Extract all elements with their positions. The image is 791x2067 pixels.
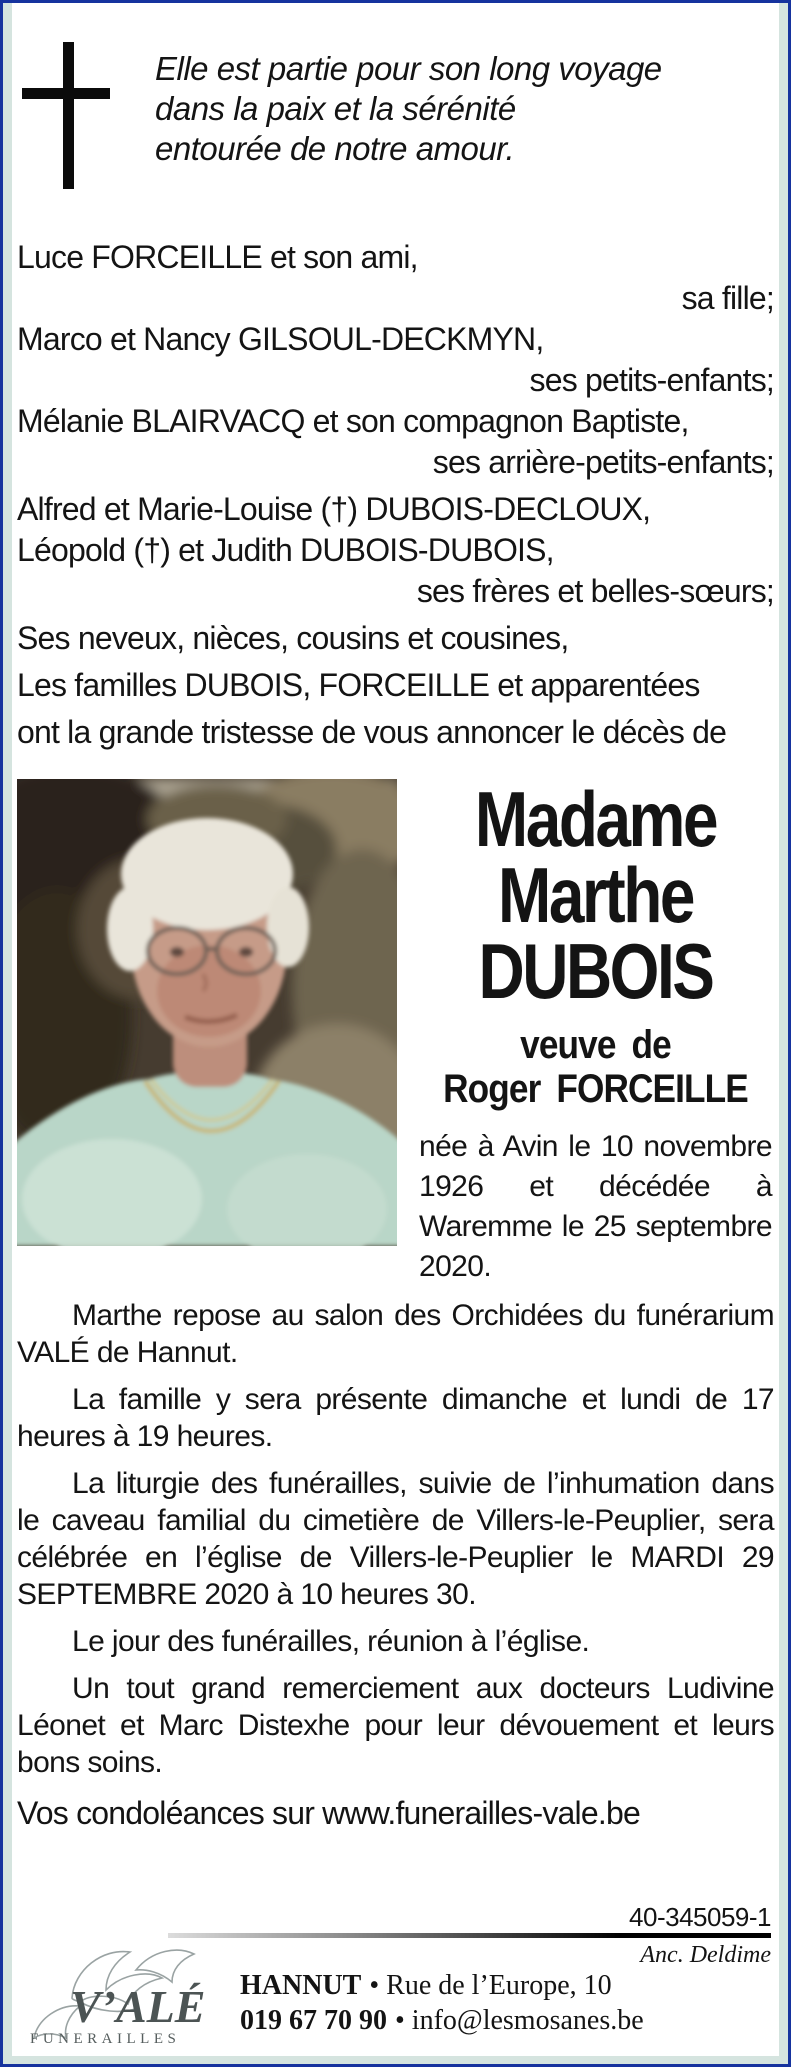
- reference-number: 40-345059-1: [629, 1902, 771, 1932]
- widow-of: [419, 1023, 772, 1111]
- relation-label: ses petits-enfants;: [529, 362, 774, 398]
- street-label: • Rue de l’Europe, 10: [369, 1970, 612, 2001]
- notice-footer: [18, 1904, 771, 2048]
- name-column: [397, 775, 774, 1287]
- city-label: HANNUT: [240, 1970, 362, 2001]
- phone-label: 019 67 70 90: [240, 2005, 387, 2036]
- logo-subtitle: FUNERAILLES: [30, 2031, 181, 2047]
- relative-line: Les familles DUBOIS, FORCEILLE et apparentées: [17, 667, 700, 703]
- latin-cross-icon: [20, 42, 112, 192]
- portrait-photo: [17, 779, 397, 1246]
- deceased-name-line: Marthe: [498, 851, 693, 939]
- widow-of-line: veuve de: [520, 1023, 671, 1067]
- farewell-quote: [155, 3, 774, 169]
- gradient-divider: [168, 1933, 771, 1938]
- funeral-paragraph: Marthe repose au salon des Orchidées du funérarium VALÉ de Hannut.: [17, 1299, 774, 1369]
- contact-line: [240, 2003, 644, 2038]
- relative-line: Luce FORCEILLE et son ami,: [17, 239, 418, 275]
- relation-label: ses frères et belles-sœurs;: [416, 573, 774, 609]
- quote-line: Elle est partie pour son long voyage: [155, 50, 662, 87]
- notice-header: [17, 3, 774, 211]
- deceased-name: [419, 775, 772, 1015]
- birth-death-dates: née à Avin le 10 novembre 1926 et décédée à Waremme le 25 septembre 2020.: [419, 1130, 772, 1283]
- email-label: • info@lesmosanes.be: [395, 2005, 644, 2036]
- funeral-paragraph: La famille y sera présente dimanche et lundi de 17 heures à 19 heures.: [17, 1383, 774, 1453]
- relative-line: Mélanie BLAIRVACQ et son compagnon Baptiste,: [17, 403, 689, 439]
- funeral-home-logo: [18, 1940, 228, 2048]
- relatives-list: [17, 237, 774, 753]
- quote-line: entourée de notre amour.: [155, 130, 515, 167]
- logo-name: V’ALÉ: [70, 1981, 206, 2032]
- funeral-paragraph: La liturgie des funérailles, suivie de l’inhumation dans le caveau familial du cimetière de Villers-le-Peuplier, sera célébrée en l’église de Villers-le-Peuplier le MARDI 29 SEPTEMBRE 2020 à 10 heures 30.: [17, 1467, 774, 1611]
- deceased-name-line: Madame: [474, 775, 717, 863]
- announcement-line: ont la grande tristesse de vous annoncer le décès de: [17, 714, 727, 750]
- relation-label: sa fille;: [681, 280, 774, 316]
- relative-line: Marco et Nancy GILSOUL-DECKMYN,: [17, 321, 544, 357]
- deceased-section: [17, 775, 774, 1287]
- relative-line: Ses neveux, nièces, cousins et cousines,: [17, 620, 569, 656]
- address-block: [240, 1968, 644, 2038]
- condolences-line: Vos condoléances sur www.funerailles-vale.be: [17, 1795, 640, 1831]
- former-name: Anc. Deldime: [640, 1942, 771, 1968]
- funeral-paragraph: Le jour des funérailles, réunion à l’église.: [72, 1625, 590, 1658]
- relative-line: Léopold (†) et Judith DUBOIS-DUBOIS,: [17, 532, 554, 568]
- deceased-name-line: DUBOIS: [478, 927, 713, 1015]
- relative-line: Alfred et Marie-Louise (†) DUBOIS-DECLOUX,: [17, 491, 651, 527]
- funeral-details: [17, 1297, 774, 1781]
- funeral-home-block: [18, 1940, 771, 2048]
- address-line: [240, 1968, 644, 2003]
- quote-line: dans la paix et la sérénité: [155, 90, 516, 127]
- funeral-paragraph: Un tout grand remerciement aux docteurs Ludivine Léonet et Marc Distexhe pour leur dévouement et leurs bons soins.: [17, 1672, 774, 1779]
- relation-label: ses arrière-petits-enfants;: [432, 444, 774, 480]
- notice-inner-frame: [3, 3, 788, 2064]
- widow-of-line: Roger FORCEILLE: [443, 1067, 748, 1111]
- notice-content: [12, 3, 779, 2056]
